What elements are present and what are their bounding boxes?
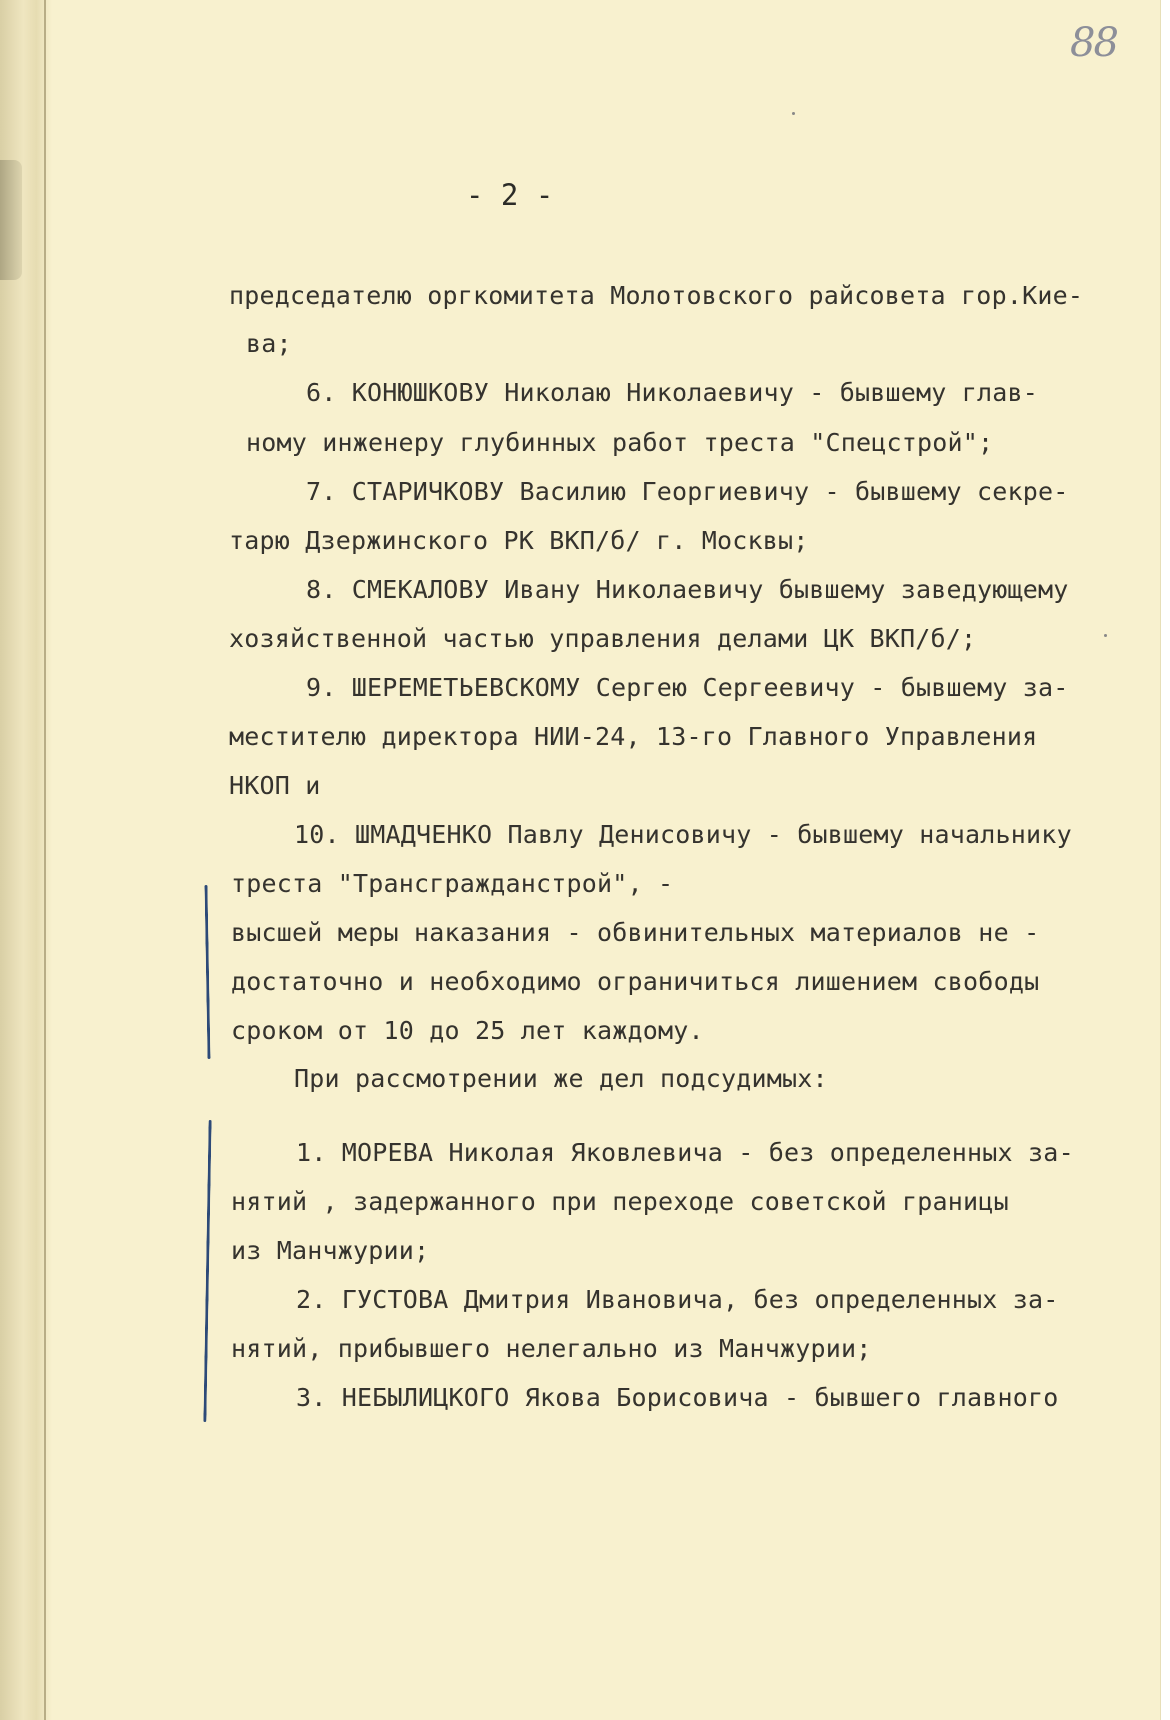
margin-stain — [0, 160, 22, 280]
paper-speck — [792, 112, 795, 115]
text-line: НКОП и — [229, 771, 321, 800]
text-line: местителю директора НИИ-24, 13-го Главного Управления — [229, 722, 1038, 751]
text-line: 8. СМЕКАЛОВУ Ивану Николаевичу бывшему заведующему — [306, 575, 1069, 604]
text-line: При рассмотрении же дел подсудимых: — [294, 1064, 828, 1093]
text-line: 2. ГУСТОВА Дмитрия Ивановича, без определенных за- — [296, 1285, 1059, 1314]
margin-pen-mark — [204, 885, 210, 1059]
text-line: 3. НЕБЫЛИЦКОГО Якова Борисовича - бывшего главного — [296, 1383, 1059, 1412]
text-line: 1. МОРЕВА Николая Яковлевича - без определенных за- — [296, 1138, 1074, 1167]
margin-pen-mark — [203, 1120, 211, 1422]
text-line: нятий, прибывшего нелегально из Манчжурии; — [231, 1334, 872, 1363]
text-line: сроком от 10 до 25 лет каждому. — [231, 1016, 704, 1045]
text-line: 10. ШМАДЧЕНКО Павлу Денисовичу - бывшему начальнику — [294, 820, 1072, 849]
text-line: треста "Трансгражданстрой", - — [231, 869, 674, 898]
text-line: председателю оргкомитета Молотовского райсовета гор.Кие- — [229, 281, 1084, 310]
text-line: высшей меры наказания - обвинительных материалов не - — [231, 918, 1040, 947]
text-line: 7. СТАРИЧКОВУ Василию Георгиевичу - бывшему секре- — [306, 477, 1069, 506]
text-line: ва; — [246, 329, 292, 358]
text-line: из Манчжурии; — [231, 1236, 430, 1265]
text-line: 9. ШЕРЕМЕТЬЕВСКОМУ Сергею Сергеевичу - бывшему за- — [306, 673, 1069, 702]
text-line: хозяйственной частью управления делами ЦК ВКП/б/; — [229, 624, 977, 653]
binding-line — [44, 0, 46, 1720]
text-line: тарю Дзержинского РК ВКП/б/ г. Москвы; — [229, 526, 809, 555]
text-line: 6. КОНЮШКОВУ Николаю Николаевичу - бывшему глав- — [306, 378, 1039, 407]
handwritten-page-number: 88 — [1070, 20, 1117, 66]
folio-number: - 2 - — [466, 178, 554, 212]
text-line: достаточно и необходимо ограничиться лишением свободы — [231, 967, 1040, 996]
text-line: нятий , задержанного при переходе советской границы — [231, 1187, 1009, 1216]
paper-speck — [1104, 634, 1107, 637]
text-line: ному инженеру глубинных работ треста "Спецстрой"; — [246, 428, 994, 457]
